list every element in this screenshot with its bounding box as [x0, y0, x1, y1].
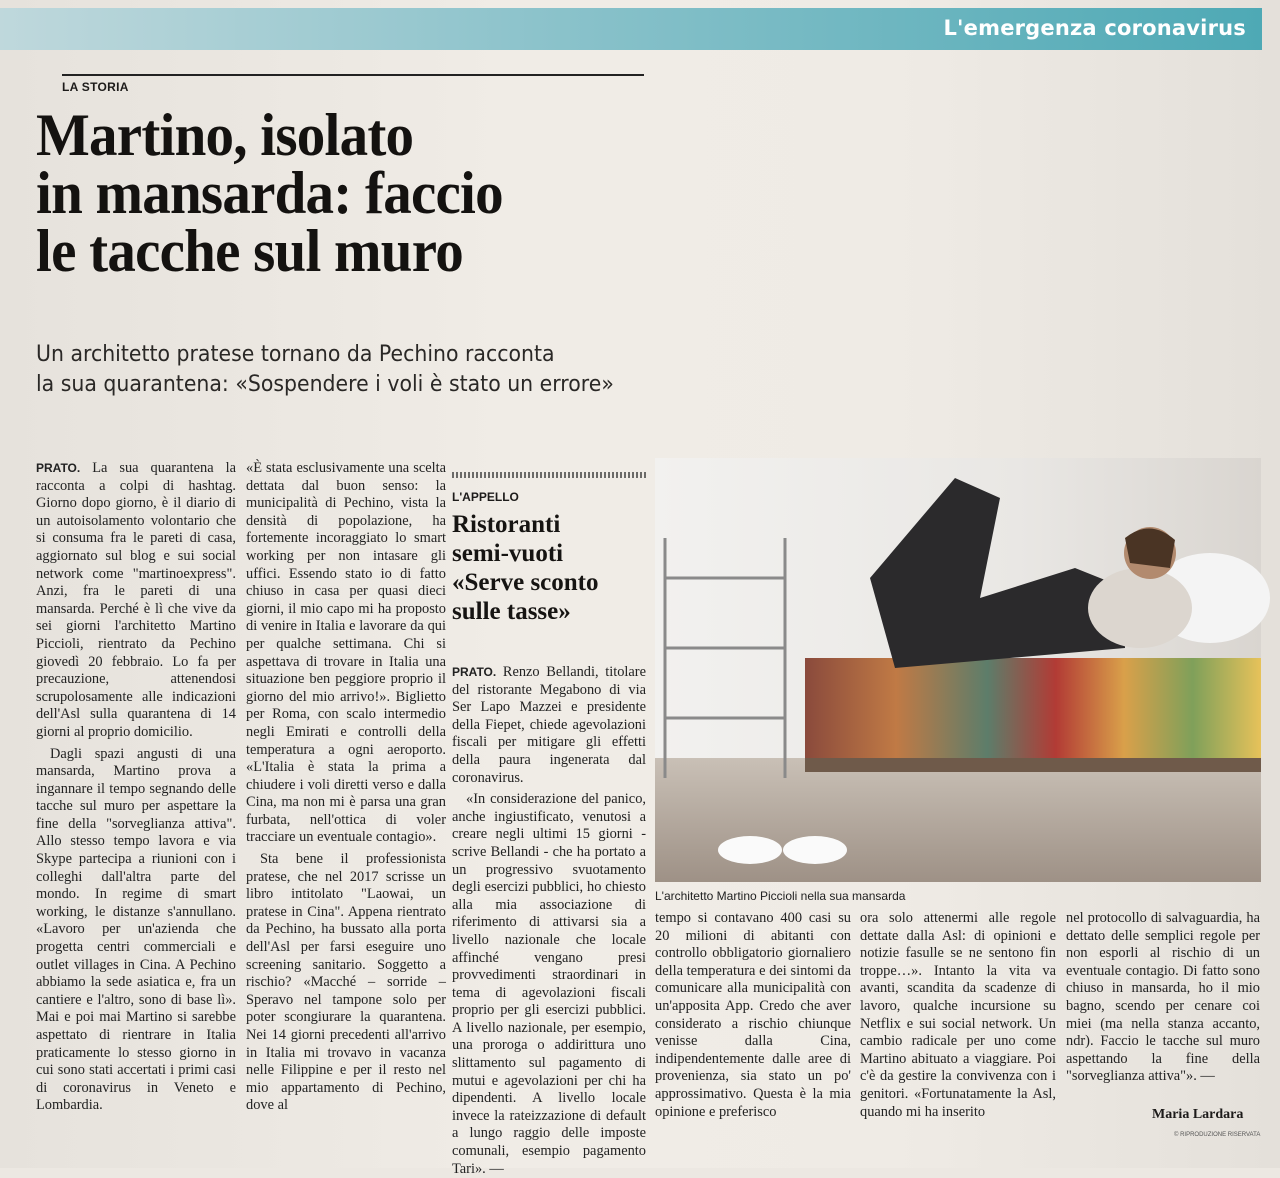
sidebar-dateline: PRATO.: [452, 665, 497, 679]
dateline: PRATO.: [36, 461, 81, 475]
author-byline: Maria Lardara: [1152, 1107, 1244, 1122]
article-column-5: [860, 910, 1056, 1121]
article-paragraph: «È stata esclusivamente una scelta dettata dal buon senso: la municipalità di Pechino, vista la densità di popolazione, ha fortemente incoraggiato lo smart working per non intasare gli uffici. Essendo stato io di fatto chiuso in casa per quasi dieci giorni, il mio capo mi ha proposto di venire in Italia e lavorare da qui per qualche settimana. Chi si aspettava di trovare in Italia una situazione ben peggiore proprio il giorno del mio arrivo!». Biglietto per Roma, con scalo intermedio negli Emirati e controlli della temperatura a ogni aeroporto. «L'Italia è stata la prima a chiudere i voli diretti verso e dalla Cina, ma non mi è parsa una gran furbata, nell'ottica di voler tracciare un eventuale contagio».: [246, 460, 446, 846]
article-paragraph: nel protocollo di salvaguardia, ha dettato delle semplici regole per non esporli al rischio di un eventuale contagio. Di fatto sono chiuso in mansarda, ho il mio bagno, scendo per cenare coi miei (ma nella stanza accanto, ndr). Faccio le tacche sul muro aspettando la fine della "sorveglianza attiva"». —: [1066, 910, 1260, 1085]
headline: [36, 102, 644, 284]
subheadline: [36, 340, 631, 400]
article-paragraph: PRATO. La sua quarantena la racconta a colpi di hashtag. Giorno dopo giorno, è il diario di un autoisolamento volontario che si consuma fra le pareti di casa, aggiornato sul blog e sui social network come "martinoexpress". Anzi, fra le pareti di una mansarda. Perché è lì che vive da sei giorni l'architetto Martino Piccioli, rientrato da Pechino giovedì 20 febbraio. Lo fa per precauzione, attenendosi scrupolosamente alle indicazioni dell'Asl sulla quarantena di 14 giorni al proprio domicilio.: [36, 460, 236, 740]
article-photo: [655, 458, 1261, 882]
sidebar-title: [452, 510, 646, 626]
sidebar-title-line: «Serve sconto: [452, 569, 599, 596]
sidebar-column: [452, 664, 646, 1178]
headline-line: in mansarda: faccio: [36, 160, 503, 226]
article-column-6: [1066, 910, 1260, 1086]
copyright-notice: © RIPRODUZIONE RISERVATA: [1174, 1132, 1261, 1138]
photo-illustration: [655, 458, 1261, 882]
article-paragraph: Sta bene il professionista pratese, che nel 2017 scrisse un libro intitolato "Laowai, un pratese in Cina". Appena rientrato da Pechino, ha bussato alla porta dell'Asl per farsi eseguire uno screening sanitario. Soggetto a rischio? «Macché – sorride – Speravo nel tampone solo per poter scongiurare la quarantena. Nei 14 giorni precedenti all'arrivo in Italia mi trovavo in vacanza nelle Filippine e per il resto nel mio appartamento di Pechino, dove al: [246, 851, 446, 1114]
article-paragraph: ora solo attenermi alle regole dettate dalla Asl: di opinioni e notizie fasulle se ne sentono fin troppe…». Intanto la vita va avanti, scandita da scadenze di lavoro, qualche incursione su Netflix e sui social network. Un cambio radicale per uno come Martino abituato a viaggiare. Poi c'è da gestire la convivenza con i genitori. «Fortunatamente la Asl, quando mi ha inserito: [860, 910, 1056, 1120]
section-tag: L'emergenza coronavirus: [943, 16, 1246, 40]
article-paragraph: tempo si contavano 400 casi su 20 milioni di abitanti con controllo obbligatorio giornaliero della temperatura e dei sintomi da comunicare alla municipalità con un'apposita App. Credo che aver considerato a rischio chiunque venisse dalla Cina, indipendentemente dalle aree di provenienza, sia stato un po' approssimativo. Questa è la mia opinione e preferisco: [655, 910, 851, 1120]
sidebar-title-line: semi-vuoti: [452, 540, 564, 567]
sidebar-kicker: L'APPELLO: [452, 490, 519, 504]
headline-line: le tacche sul muro: [36, 218, 463, 284]
sidebar-title-line: Ristoranti: [452, 511, 561, 538]
photo-caption: L'architetto Martino Piccioli nella sua mansarda: [655, 889, 906, 903]
story-kicker: LA STORIA: [62, 80, 129, 94]
kicker-rule: [62, 74, 644, 76]
subheadline-line: Un architetto pratese tornano da Pechino racconta: [36, 342, 555, 367]
headline-line: Martino, isolato: [36, 102, 414, 168]
article-column-4: [655, 910, 851, 1121]
article-paragraph: Dagli spazi angusti di una mansarda, Martino prova a ingannare il tempo segnando delle tacche sul muro per aspettare la fine della "sorveglianza attiva". Allo stesso tempo lavora e via Skype partecipa a riunioni con i colleghi dall'altra parte del mondo. In regime di smart working, le distanze s'annullano. «Lavoro per un'azienda che progetta centri commerciali e outlet villages in Cina. A Pechino abbiamo la sede asiatica e, fra un cantiere e l'altro, sono di base lì». Mai e poi mai Martino si sarebbe aspettato di rientrare in Italia praticamente lo stesso giorno in cui sono stati accertati i primi casi di coronavirus in Veneto e Lombardia.: [36, 745, 236, 1114]
article-column-1: [36, 460, 236, 1115]
article-column-2: [246, 460, 446, 1115]
sidebar-paragraph: PRATO. Renzo Bellandi, titolare del ristorante Megabono di via Ser Lapo Mazzei e presidente della Fiepet, chiede agevolazioni fiscali per mitigare gli effetti della paura ingenerata dal coronavirus.: [452, 664, 646, 786]
sidebar-paragraph: «In considerazione del panico, anche ingiustificato, venutosi a creare negli ultimi 15 giorni - scrive Bellandi - che ha portato a un progressivo svuotamento degli esercizi pubblici, ho chiesto alla mia associazione di riferimento di attivarsi sia a livello nazionale che locale affinché vengano presi provvedimenti straordinari in tema di agevolazioni fiscali proprio per gli esercizi pubblici. A livello nazionale, per esempio, una proroga o addirittura uno slittamento sul pagamento di mutui e agevolazioni per chi ha dipendenti. A livello locale invece la rateizzazione di default a lungo raggio delle imposte comunali, esempio pagamento Tari». —: [452, 791, 646, 1177]
sidebar-title-line: sulle tasse»: [452, 598, 571, 625]
subheadline-line: la sua quarantena: «Sospendere i voli è stato un errore»: [36, 372, 614, 397]
sidebar-rule: [452, 472, 646, 478]
